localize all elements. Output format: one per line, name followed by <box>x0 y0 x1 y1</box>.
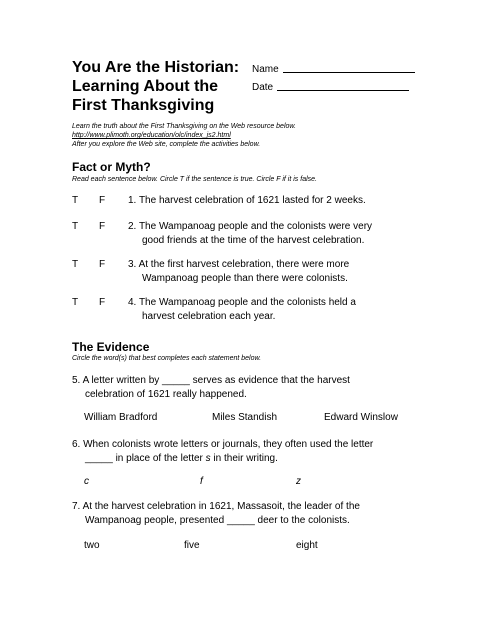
choice-option[interactable]: f <box>200 476 203 487</box>
choice-option[interactable]: William Bradford <box>84 412 158 423</box>
false-option[interactable]: F <box>99 259 106 270</box>
page-title <box>72 58 252 115</box>
choice-option[interactable]: z <box>296 476 301 487</box>
false-option[interactable]: F <box>99 221 106 232</box>
fact-or-myth-heading: Fact or Myth? <box>72 160 151 174</box>
name-blank-line[interactable] <box>283 72 415 73</box>
intro-text <box>72 122 296 149</box>
choice-option[interactable]: two <box>84 540 100 551</box>
choice-option[interactable]: c <box>84 476 89 487</box>
tf-statement: 1. The harvest celebration of 1621 lasted for 2 weeks. <box>128 195 366 206</box>
choice-option[interactable]: five <box>184 540 200 551</box>
date-label: Date <box>252 82 274 93</box>
title-line-2: Learning About the <box>72 78 219 95</box>
question-6-line-2: _____ in place of the letter s in their writing. <box>85 453 278 464</box>
intro-line-1: Learn the truth about the First Thanksgiving on the Web resource below. <box>72 123 296 130</box>
evidence-heading: The Evidence <box>72 340 150 354</box>
choice-option[interactable]: Edward Winslow <box>324 412 398 423</box>
date-field[interactable] <box>252 82 409 93</box>
false-option[interactable]: F <box>99 297 106 308</box>
choice-option[interactable]: Miles Standish <box>212 412 278 423</box>
tf-statement: 3. At the first harvest celebration, there were more Wampanoag people than there were colonists. <box>128 259 350 284</box>
true-option[interactable]: T <box>72 221 79 232</box>
title-line-1: You Are the Historian: <box>72 59 240 76</box>
evidence-instructions: Circle the word(s) that best completes each statement below. <box>72 355 262 362</box>
false-option[interactable]: F <box>99 195 106 206</box>
true-option[interactable]: T <box>72 297 79 308</box>
question-7 <box>72 500 360 528</box>
tf-statement: 2. The Wampanoag people and the colonists were very good friends at the time of the harvest celebration. <box>128 221 373 246</box>
question-6 <box>72 438 373 466</box>
question-6-line-1: 6. When colonists wrote letters or journals, they often used the letter <box>72 439 374 450</box>
question-7-line-1: 7. At the harvest celebration in 1621, Massasoit, the leader of the <box>72 501 360 512</box>
tf-statement: 4. The Wampanoag people and the colonists held a harvest celebration each year. <box>128 297 356 322</box>
intro-line-3: After you explore the Web site, complete the activities below. <box>72 141 261 148</box>
question-7-line-2: Wampanoag people, presented _____ deer to the colonists. <box>85 515 350 526</box>
resource-link[interactable]: http://www.plimoth.org/education/olc/index_js2.html <box>72 132 231 139</box>
true-option[interactable]: T <box>72 259 79 270</box>
title-line-3: First Thanksgiving <box>72 97 215 114</box>
name-field[interactable] <box>252 64 415 75</box>
name-label: Name <box>252 64 279 75</box>
question-5-line-2: celebration of 1621 really happened. <box>85 389 247 400</box>
choice-option[interactable]: eight <box>296 540 318 551</box>
question-5 <box>72 374 350 402</box>
question-5-line-1: 5. A letter written by _____ serves as evidence that the harvest <box>72 375 350 386</box>
fact-or-myth-instructions: Read each sentence below. Circle T if the sentence is true. Circle F if it is false. <box>72 176 317 183</box>
true-option[interactable]: T <box>72 195 79 206</box>
date-blank-line[interactable] <box>277 90 409 91</box>
